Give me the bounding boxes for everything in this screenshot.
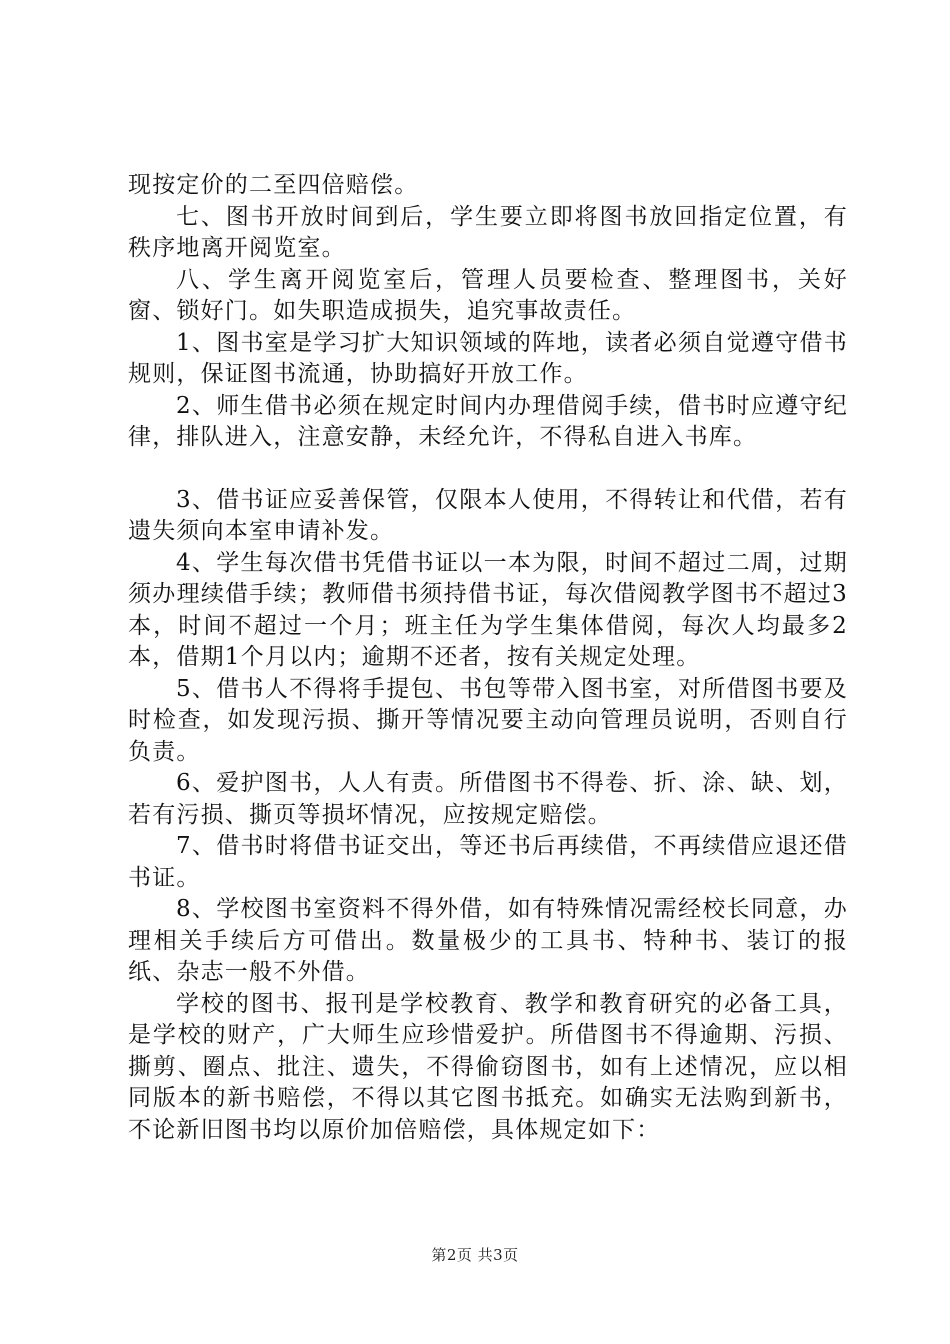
paragraph: 6、爱护图书，人人有责。所借图书不得卷、折、涂、缺、划，若有污损、撕页等损坏情况，应按规定赔偿。 <box>128 770 848 828</box>
paragraph: 2、师生借书必须在规定时间内办理借阅手续，借书时应遵守纪律，排队进入，注意安静，未经允许，不得私自进入书库。 <box>128 392 848 450</box>
paragraph: 4、学生每次借书凭借书证以一本为限，时间不超过二周，过期须办理续借手续；教师借书须持借书证，每次借阅教学图书不超过3本，时间不超过一个月；班主任为学生集体借阅，每次人均最多2本，借期1个月以内；逾期不还者，按有关规定处理。 <box>128 549 848 670</box>
document-body <box>128 170 848 1146</box>
page-number-footer: 第2页 共3页 <box>431 1246 519 1264</box>
paragraph: 现按定价的二至四倍赔偿。 <box>128 172 419 198</box>
paragraph: 5、借书人不得将手提包、书包等带入图书室，对所借图书要及时检查，如发现污损、撕开等情况要主动向管理员说明，否则自行负责。 <box>128 675 848 765</box>
paragraph: 七、图书开放时间到后，学生要立即将图书放回指定位置，有秩序地离开阅览室。 <box>128 203 848 261</box>
paragraph: 1、图书室是学习扩大知识领域的阵地，读者必须自觉遵守借书规则，保证图书流通，协助搞好开放工作。 <box>128 329 848 387</box>
paragraph: 7、借书时将借书证交出，等还书后再续借，不再续借应退还借书证。 <box>128 833 848 891</box>
paragraph: 学校的图书、报刊是学校教育、教学和教育研究的必备工具，是学校的财产，广大师生应珍惜爱护。所借图书不得逾期、污损、撕剪、圈点、批注、遗失，不得偷窃图书，如有上述情况，应以相同版本的新书赔偿，不得以其它图书抵充。如确实无法购到新书，不论新旧图书均以原价加倍赔偿，具体规定如下： <box>128 990 848 1143</box>
paragraph: 3、借书证应妥善保管，仅限本人使用，不得转让和代借，若有遗失须向本室申请补发。 <box>128 486 848 544</box>
paragraph: 八、学生离开阅览室后，管理人员要检查、整理图书，关好窗、锁好门。如失职造成损失，追究事故责任。 <box>128 266 848 324</box>
paragraph: 8、学校图书室资料不得外借，如有特殊情况需经校长同意，办理相关手续后方可借出。数量极少的工具书、特种书、装订的报纸、杂志一般不外借。 <box>128 896 848 985</box>
